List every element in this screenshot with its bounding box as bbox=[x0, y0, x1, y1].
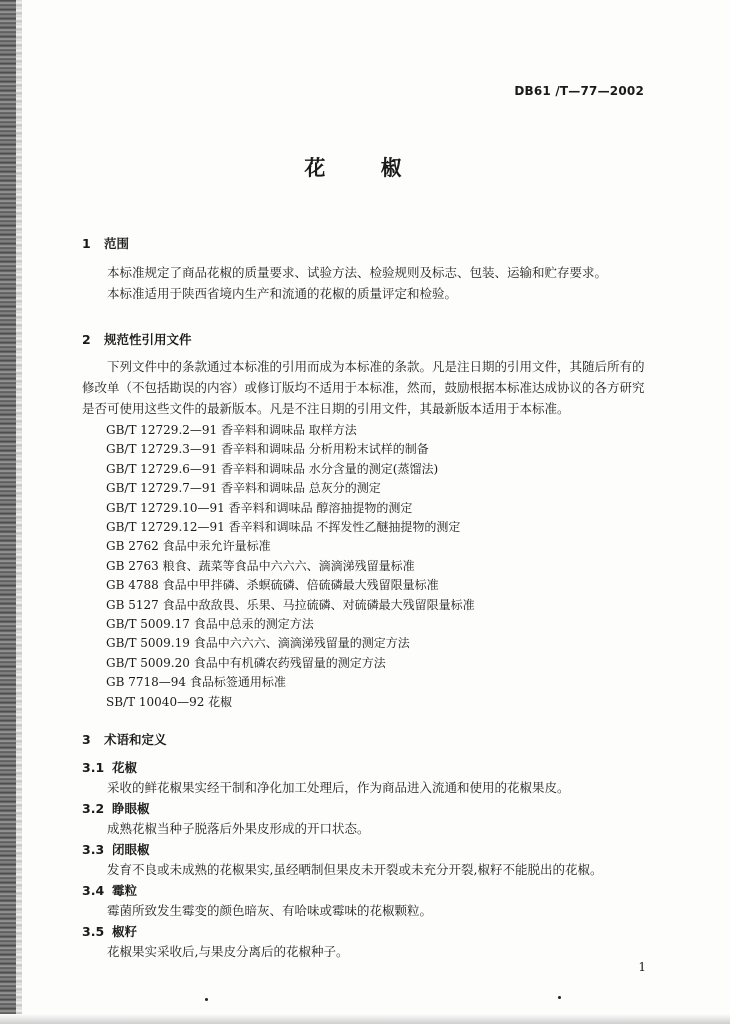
reference-item: GB 7718—94 食品标签通用标准 bbox=[106, 675, 286, 690]
reference-item: GB/T 5009.17 食品中总汞的测定方法 bbox=[106, 617, 314, 632]
term-number: 3.4 bbox=[82, 883, 105, 898]
term-definition: 霉菌所致发生霉变的颜色暗灰、有哈味或霉味的花椒颗粒。 bbox=[107, 903, 433, 918]
term-definition: 花椒果实采收后,与果皮分离后的花椒种子。 bbox=[107, 944, 349, 959]
term-definition: 成熟花椒当种子脱落后外果皮形成的开口状态。 bbox=[107, 821, 370, 836]
term-heading bbox=[82, 799, 652, 819]
section-heading bbox=[82, 234, 652, 254]
term-heading bbox=[82, 922, 652, 942]
section-title: 规范性引用文件 bbox=[104, 332, 192, 347]
term-name: 睁眼椒 bbox=[112, 801, 150, 816]
reference-item: GB/T 12729.2—91 香辛料和调味品 取样方法 bbox=[106, 423, 357, 437]
term-definition: 发育不良或未成熟的花椒果实,虽经晒制但果皮未开裂或未充分开裂,椒籽不能脱出的花椒。 bbox=[107, 862, 603, 877]
reference-item: GB/T 12729.10—91 香辛料和调味品 醇溶抽提物的测定 bbox=[106, 500, 413, 515]
section-title: 范围 bbox=[104, 236, 130, 251]
term-heading bbox=[82, 881, 652, 901]
term-name: 椒籽 bbox=[112, 924, 138, 939]
section-number: 3 bbox=[82, 732, 91, 747]
page-number: 1 bbox=[638, 960, 646, 974]
section-heading bbox=[82, 730, 652, 750]
term-name: 霉粒 bbox=[112, 883, 138, 898]
scan-speck bbox=[558, 996, 561, 999]
section-number: 1 bbox=[82, 236, 91, 251]
references-intro: 下列文件中的条款通过本标准的引用而成为本标准的条款。凡是注日期的引用文件，其随后所有的修改单（不包括勘误的内容）或修订版均不适用于本标准，然而，鼓励根据本标准达成协议的各方研究是否可使用这些文件的最新版本。凡是不注日期的引用文件，其最新版本适用于本标准。 bbox=[82, 359, 645, 416]
section-heading bbox=[82, 330, 652, 350]
reference-item: GB 2762 食品中汞允许量标准 bbox=[106, 539, 271, 554]
reference-item: GB/T 5009.20 食品中有机磷农药残留量的测定方法 bbox=[106, 655, 386, 670]
term-heading bbox=[82, 840, 652, 860]
scan-speck bbox=[205, 998, 208, 1001]
term-number: 3.2 bbox=[82, 801, 105, 816]
section-normative-references bbox=[82, 330, 652, 712]
standard-code: DB61 /T—77—2002 bbox=[514, 84, 644, 98]
reference-item: GB/T 5009.19 食品中六六六、滴滴涕残留量的测定方法 bbox=[106, 636, 410, 651]
term-name: 花椒 bbox=[112, 760, 138, 775]
section-title: 术语和定义 bbox=[104, 732, 167, 747]
reference-list bbox=[82, 421, 652, 712]
term-number: 3.3 bbox=[82, 842, 105, 857]
scope-paragraph: 本标准规定了商品花椒的质量要求、试验方法、检验规则及标志、包装、运输和贮存要求。 bbox=[107, 265, 608, 280]
reference-item: GB/T 12729.7—91 香辛料和调味品 总灰分的测定 bbox=[106, 481, 381, 496]
term-definition: 采收的鲜花椒果实经干制和净化加工处理后，作为商品进入流通和使用的花椒果皮。 bbox=[107, 780, 570, 795]
reference-item: GB 2763 粮食、蔬菜等食品中六六六、滴滴涕残留量标准 bbox=[106, 558, 415, 573]
term-number: 3.1 bbox=[82, 760, 105, 775]
scope-paragraph: 本标准适用于陕西省境内生产和流通的花椒的质量评定和检验。 bbox=[107, 286, 458, 301]
reference-item: SB/T 10040—92 花椒 bbox=[106, 694, 233, 709]
section-number: 2 bbox=[82, 332, 91, 347]
reference-item: GB/T 12729.6—91 香辛料和调味品 水分含量的测定(蒸馏法) bbox=[106, 461, 439, 476]
scan-bottom-edge bbox=[0, 1014, 730, 1024]
reference-item: GB/T 12729.3—91 香辛料和调味品 分析用粉末试样的制备 bbox=[106, 442, 429, 457]
document-title: 花 椒 bbox=[304, 155, 426, 180]
section-scope bbox=[82, 234, 652, 304]
section-terms-definitions bbox=[82, 730, 652, 963]
term-number: 3.5 bbox=[82, 924, 105, 939]
term-name: 闭眼椒 bbox=[112, 842, 150, 857]
reference-item: GB/T 12729.12—91 香辛料和调味品 不挥发性乙醚抽提物的测定 bbox=[106, 520, 461, 535]
reference-item: GB 5127 食品中敌敌畏、乐果、马拉硫磷、对硫磷最大残留限量标准 bbox=[106, 597, 475, 612]
reference-item: GB 4788 食品中甲拌磷、杀螟硫磷、倍硫磷最大残留限量标准 bbox=[106, 578, 439, 593]
term-heading bbox=[82, 758, 652, 778]
